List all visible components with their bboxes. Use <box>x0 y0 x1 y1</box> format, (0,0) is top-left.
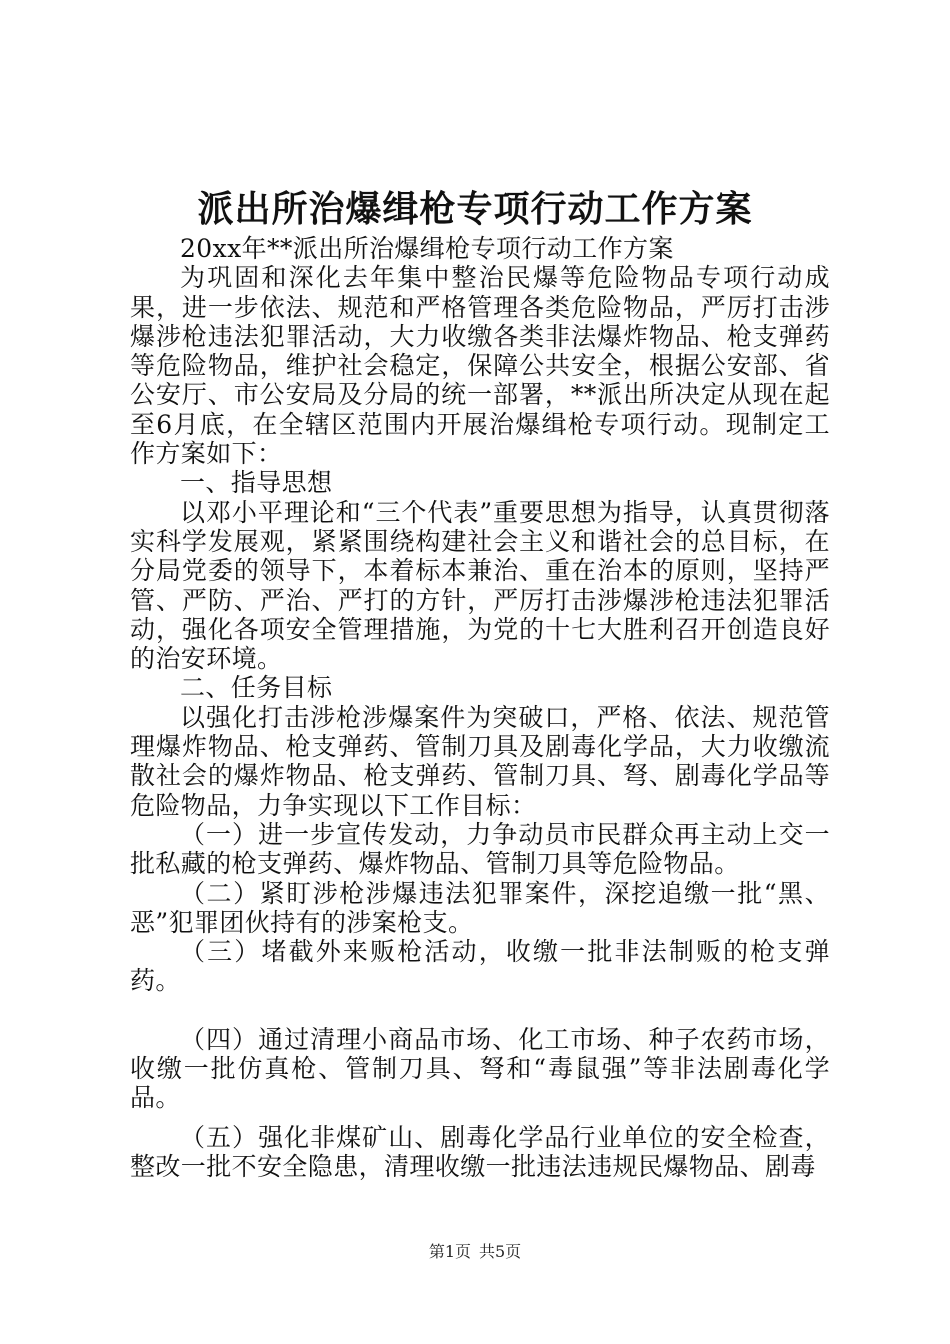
document-body <box>130 234 830 1181</box>
section-heading-guiding-ideology: 一、指导思想 <box>180 468 333 498</box>
document-title: 派出所治爆缉枪专项行动工作方案 <box>197 188 753 230</box>
intro-paragraph: 为巩固和深化去年集中整治民爆等危险物品专项行动成果，进一步依法、规范和严格管理各类危险物品，严厉打击涉爆涉枪违法犯罪活动，大力收缴各类非法爆炸物品、枪支弹药等危险物品，维护社会稳定，保障公共安全，根据公安部、省公安厅、市公安局及分局的统一部署，**派出所决定从现在起至6月底，在全辖区范围内开展治爆缉枪专项行动。现制定工作方案如下： <box>130 263 830 469</box>
goal-item-5: （五）强化非煤矿山、剧毒化学品行业单位的安全检查，整改一批不安全隐患，清理收缴一批违法违规民爆物品、剧毒 <box>130 1122 830 1181</box>
guiding-ideology-paragraph: 以邓小平理论和“三个代表”重要思想为指导，认真贯彻落实科学发展观，紧紧围绕构建社会主义和谐社会的总目标，在分局党委的领导下，本着标本兼治、重在治本的原则，坚持严管、严防、严治、严打的方针，严厉打击涉爆涉枪违法犯罪活动，强化各项安全管理措施，为党的十七大胜利召开创造良好的治安环境。 <box>130 497 830 674</box>
task-goals-paragraph: 以强化打击涉枪涉爆案件为突破口，严格、依法、规范管理爆炸物品、枪支弹药、管制刀具及剧毒化学品，大力收缴流散社会的爆炸物品、枪支弹药、管制刀具、弩、剧毒化学品等危险物品，力争实现以下工作目标： <box>130 702 830 820</box>
subtitle-paragraph: 20xx年**派出所治爆缉枪专项行动工作方案 <box>180 234 674 263</box>
page-number: 第1页 <box>428 1242 471 1261</box>
page-footer <box>0 1241 950 1263</box>
section-heading-task-goals: 二、任务目标 <box>180 673 333 703</box>
goal-item-1: （一）进一步宣传发动，力争动员市民群众再主动上交一批私藏的枪支弹药、爆炸物品、管制刀具等危险物品。 <box>130 819 830 879</box>
goal-item-2: （二）紧盯涉枪涉爆违法犯罪案件，深挖追缴一批“黑、恶”犯罪团伙持有的涉案枪支。 <box>130 878 830 937</box>
page-total: 共5页 <box>479 1242 522 1261</box>
goal-item-3: （三）堵截外来贩枪活动，收缴一批非法制贩的枪支弹药。 <box>130 937 830 996</box>
goal-item-4: （四）通过清理小商品市场、化工市场、种子农药市场，收缴一批仿真枪、管制刀具、弩和“毒鼠强”等非法剧毒化学品。 <box>130 1024 830 1113</box>
